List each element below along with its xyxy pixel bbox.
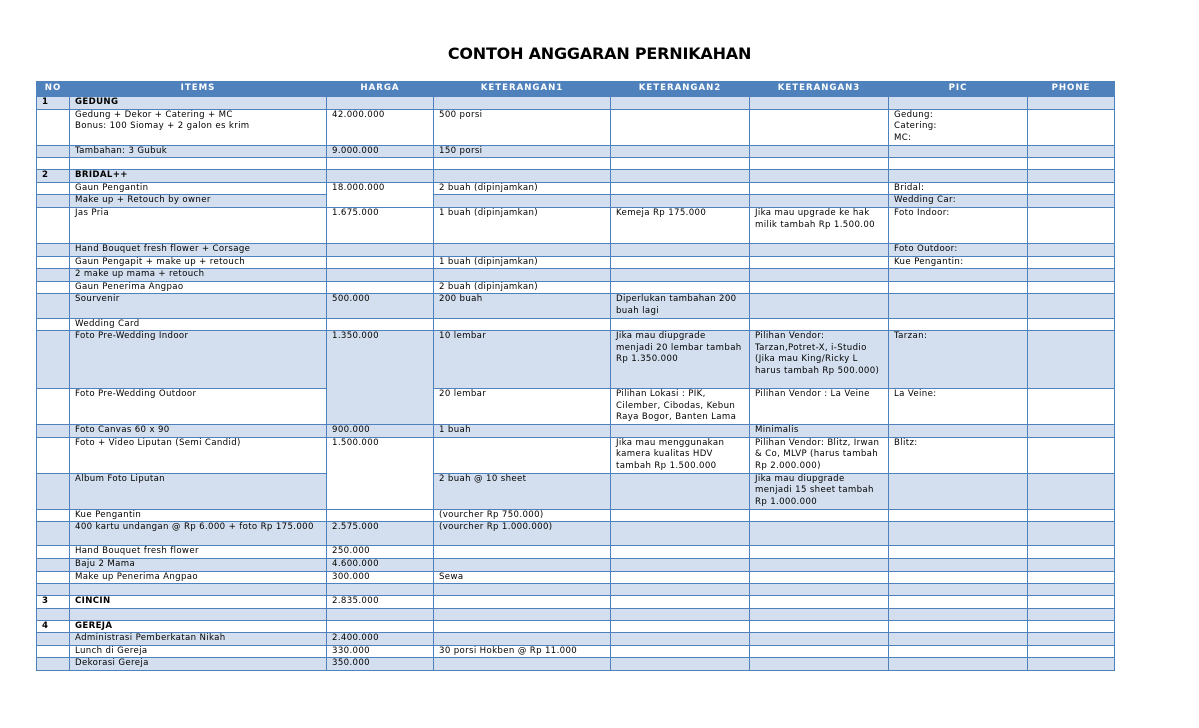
row-item-cell: GEDUNG (70, 97, 327, 110)
row-pic-cell (889, 620, 1028, 633)
row-harga-cell: 1.500.000 (327, 437, 434, 509)
row-item-cell: Album Foto Liputan (70, 473, 327, 509)
row-phone-cell (1028, 243, 1115, 256)
row-item-cell: Lunch di Gereja (70, 645, 327, 658)
row-keterangan2-cell (611, 571, 750, 584)
table-row (37, 546, 1115, 559)
row-keterangan1-cell (434, 97, 611, 110)
row-keterangan3-cell (750, 522, 889, 546)
row-no-cell (37, 182, 70, 195)
row-keterangan2-cell (611, 425, 750, 438)
row-keterangan1-cell: 2 buah (dipinjamkan) (434, 281, 611, 294)
row-keterangan3-cell (750, 584, 889, 596)
row-keterangan3-cell: Jika mau upgrade ke hak milik tambah Rp 1.500.00 (750, 207, 889, 243)
row-phone-cell (1028, 109, 1115, 145)
header-keterangan1: KETERANGAN1 (434, 82, 611, 97)
row-keterangan3-cell (750, 170, 889, 183)
row-keterangan2-cell (611, 584, 750, 596)
header-keterangan2: KETERANGAN2 (611, 82, 750, 97)
row-keterangan1-cell: 1 buah (434, 425, 611, 438)
row-keterangan1-cell: 500 porsi (434, 109, 611, 145)
row-keterangan1-cell: Sewa (434, 571, 611, 584)
row-harga-cell (327, 97, 434, 110)
row-item-cell: BRIDAL++ (70, 170, 327, 183)
row-phone-cell (1028, 158, 1115, 170)
row-pic-cell: Bridal: (889, 182, 1028, 195)
row-no-cell (37, 546, 70, 559)
row-keterangan3-cell: Pilihan Vendor: Tarzan,Potret-X, i-Studio (Jika mau King/Ricky L harus tambah Rp 500.000) (750, 331, 889, 389)
row-no-cell (37, 243, 70, 256)
row-pic-cell: Wedding Car: (889, 195, 1028, 208)
row-phone-cell (1028, 473, 1115, 509)
row-phone-cell (1028, 318, 1115, 331)
row-pic-cell (889, 509, 1028, 522)
row-pic-cell (889, 571, 1028, 584)
row-harga-cell: 1.350.000 (327, 331, 434, 425)
row-keterangan3-cell: Pilihan Vendor: Blitz, Irwan & Co, MLVP (harus tambah Rp 2.000.000) (750, 437, 889, 473)
table-row (37, 158, 1115, 170)
table-row (37, 389, 1115, 425)
row-keterangan2-cell (611, 182, 750, 195)
row-item-cell (70, 608, 327, 620)
row-item-cell: Gaun Pengantin (70, 182, 327, 195)
row-item-cell (70, 158, 327, 170)
table-row (37, 558, 1115, 571)
table-row (37, 269, 1115, 282)
row-pic-cell (889, 608, 1028, 620)
row-item-cell: Foto + Video Liputan (Semi Candid) (70, 437, 327, 473)
row-keterangan3-cell (750, 546, 889, 559)
row-item-cell: Foto Pre-Wedding Outdoor (70, 389, 327, 425)
row-keterangan1-cell: (vourcher Rp 1.000.000) (434, 522, 611, 546)
table-row (37, 596, 1115, 609)
table-row (37, 145, 1115, 158)
row-keterangan2-cell (611, 522, 750, 546)
row-keterangan1-cell (434, 584, 611, 596)
row-no-cell (37, 269, 70, 282)
row-item-cell (70, 584, 327, 596)
row-keterangan2-cell (611, 509, 750, 522)
row-no-cell (37, 584, 70, 596)
row-item-cell: Foto Canvas 60 x 90 (70, 425, 327, 438)
row-keterangan1-cell (434, 620, 611, 633)
row-harga-cell: 2.575.000 (327, 522, 434, 546)
table-row (37, 425, 1115, 438)
row-keterangan2-cell: Pilihan Lokasi : PIK, Cilember, Cibodas, Kebun Raya Bogor, Banten Lama (611, 389, 750, 425)
row-keterangan1-cell (434, 158, 611, 170)
row-keterangan2-cell (611, 633, 750, 646)
row-pic-cell (889, 584, 1028, 596)
row-harga-cell (327, 256, 434, 269)
table-row (37, 437, 1115, 473)
row-keterangan2-cell (611, 558, 750, 571)
row-no-cell (37, 558, 70, 571)
row-phone-cell (1028, 331, 1115, 389)
row-no-cell (37, 158, 70, 170)
page-title: CONTOH ANGGARAN PERNIKAHAN (447, 44, 752, 63)
row-item-cell: Make up + Retouch by owner (70, 195, 327, 208)
row-no-cell (37, 633, 70, 646)
table-row (37, 571, 1115, 584)
row-no-cell (37, 425, 70, 438)
header-phone: PHONE (1028, 82, 1115, 97)
row-keterangan3-cell (750, 195, 889, 208)
row-pic-cell (889, 645, 1028, 658)
row-no-cell (37, 145, 70, 158)
row-phone-cell (1028, 256, 1115, 269)
row-keterangan2-cell: Jika mau menggunakan kamera kualitas HDV tambah Rp 1.500.000 (611, 437, 750, 473)
row-keterangan2-cell (611, 256, 750, 269)
row-pic-cell (889, 145, 1028, 158)
table-row (37, 294, 1115, 318)
row-pic-cell: Blitz: (889, 437, 1028, 473)
row-keterangan3-cell (750, 256, 889, 269)
row-item-cell: CINCIN (70, 596, 327, 609)
row-keterangan1-cell: (vourcher Rp 750.000) (434, 509, 611, 522)
row-harga-cell (327, 318, 434, 331)
table-row (37, 182, 1115, 195)
row-harga-cell (327, 158, 434, 170)
row-keterangan1-cell (434, 546, 611, 559)
row-keterangan1-cell: 2 buah @ 10 sheet (434, 473, 611, 509)
table-row (37, 584, 1115, 596)
row-keterangan1-cell (434, 318, 611, 331)
row-keterangan2-cell (611, 170, 750, 183)
row-keterangan2-cell (611, 645, 750, 658)
row-keterangan3-cell (750, 145, 889, 158)
row-keterangan2-cell (611, 596, 750, 609)
row-keterangan3-cell (750, 269, 889, 282)
row-no-cell (37, 389, 70, 425)
row-item-cell: Jas Pria (70, 207, 327, 243)
row-keterangan3-cell: Pilihan Vendor : La Veine (750, 389, 889, 425)
row-item-cell: Tambahan: 3 Gubuk (70, 145, 327, 158)
row-keterangan1-cell: 1 buah (dipinjamkan) (434, 207, 611, 243)
row-pic-cell (889, 170, 1028, 183)
row-keterangan2-cell (611, 658, 750, 671)
row-harga-cell (327, 620, 434, 633)
row-pic-cell: La Veine: (889, 389, 1028, 425)
header-no: NO (37, 82, 70, 97)
row-harga-cell: 4.600.000 (327, 558, 434, 571)
row-keterangan1-cell (434, 608, 611, 620)
row-phone-cell (1028, 584, 1115, 596)
row-pic-cell (889, 522, 1028, 546)
table-row (37, 608, 1115, 620)
row-item-cell: 400 kartu undangan @ Rp 6.000 + foto Rp 175.000 (70, 522, 327, 546)
table-row (37, 195, 1115, 208)
row-keterangan1-cell: 30 porsi Hokben @ Rp 11.000 (434, 645, 611, 658)
row-phone-cell (1028, 294, 1115, 318)
row-keterangan3-cell: Minimalis (750, 425, 889, 438)
row-keterangan3-cell (750, 182, 889, 195)
row-phone-cell (1028, 522, 1115, 546)
row-no-cell (37, 109, 70, 145)
row-pic-cell: Tarzan: (889, 331, 1028, 389)
row-keterangan3-cell (750, 243, 889, 256)
row-no-cell (37, 571, 70, 584)
table-row (37, 633, 1115, 646)
row-no-cell: 4 (37, 620, 70, 633)
row-keterangan3-cell (750, 318, 889, 331)
row-keterangan3-cell (750, 558, 889, 571)
table-row (37, 281, 1115, 294)
row-no-cell (37, 437, 70, 473)
row-keterangan2-cell (611, 243, 750, 256)
row-keterangan2-cell (611, 546, 750, 559)
row-phone-cell (1028, 608, 1115, 620)
row-harga-cell: 500.000 (327, 294, 434, 318)
row-harga-cell (327, 170, 434, 183)
row-pic-cell (889, 294, 1028, 318)
row-pic-cell (889, 318, 1028, 331)
budget-table (36, 81, 1115, 671)
table-row (37, 522, 1115, 546)
table-row (37, 658, 1115, 671)
row-pic-cell (889, 473, 1028, 509)
row-harga-cell: 250.000 (327, 546, 434, 559)
table-row (37, 509, 1115, 522)
row-keterangan1-cell (434, 658, 611, 671)
row-no-cell (37, 256, 70, 269)
row-pic-cell (889, 633, 1028, 646)
row-harga-cell (327, 281, 434, 294)
header-harga: HARGA (327, 82, 434, 97)
row-harga-cell (327, 269, 434, 282)
row-phone-cell (1028, 546, 1115, 559)
table-row (37, 331, 1115, 389)
row-phone-cell (1028, 620, 1115, 633)
row-keterangan1-cell (434, 269, 611, 282)
table-row (37, 243, 1115, 256)
row-harga-cell: 42.000.000 (327, 109, 434, 145)
row-phone-cell (1028, 658, 1115, 671)
row-harga-cell: 2.400.000 (327, 633, 434, 646)
row-keterangan1-cell (434, 195, 611, 208)
row-pic-cell: Foto Indoor: (889, 207, 1028, 243)
row-no-cell (37, 207, 70, 243)
row-keterangan1-cell (434, 596, 611, 609)
row-harga-cell: 18.000.000 (327, 182, 434, 207)
row-keterangan3-cell (750, 158, 889, 170)
row-harga-cell (327, 243, 434, 256)
row-keterangan3-cell (750, 596, 889, 609)
table-row (37, 473, 1115, 509)
row-item-cell: Dekorasi Gereja (70, 658, 327, 671)
row-phone-cell (1028, 558, 1115, 571)
row-keterangan1-cell: 200 buah (434, 294, 611, 318)
row-pic-cell (889, 269, 1028, 282)
row-phone-cell (1028, 170, 1115, 183)
row-no-cell (37, 509, 70, 522)
row-pic-cell (889, 97, 1028, 110)
row-pic-cell: Gedung: Catering: MC: (889, 109, 1028, 145)
row-item-cell: Hand Bouquet fresh flower (70, 546, 327, 559)
row-harga-cell (327, 509, 434, 522)
table-row (37, 645, 1115, 658)
row-keterangan1-cell (434, 558, 611, 571)
row-harga-cell: 9.000.000 (327, 145, 434, 158)
row-harga-cell (327, 608, 434, 620)
row-no-cell (37, 331, 70, 389)
table-body (37, 97, 1115, 671)
row-no-cell (37, 294, 70, 318)
row-keterangan2-cell (611, 318, 750, 331)
row-keterangan2-cell (611, 473, 750, 509)
row-keterangan3-cell (750, 658, 889, 671)
row-keterangan2-cell (611, 269, 750, 282)
row-phone-cell (1028, 145, 1115, 158)
row-phone-cell (1028, 437, 1115, 473)
header-items: ITEMS (70, 82, 327, 97)
row-phone-cell (1028, 425, 1115, 438)
row-pic-cell (889, 558, 1028, 571)
row-keterangan2-cell (611, 158, 750, 170)
row-pic-cell (889, 596, 1028, 609)
row-keterangan3-cell (750, 633, 889, 646)
row-keterangan2-cell (611, 620, 750, 633)
row-keterangan3-cell (750, 620, 889, 633)
row-harga-cell: 2.835.000 (327, 596, 434, 609)
row-no-cell (37, 318, 70, 331)
row-phone-cell (1028, 182, 1115, 195)
row-no-cell (37, 658, 70, 671)
row-item-cell: Gaun Pengapit + make up + retouch (70, 256, 327, 269)
header-keterangan3: KETERANGAN3 (750, 82, 889, 97)
row-no-cell: 3 (37, 596, 70, 609)
row-item-cell: Baju 2 Mama (70, 558, 327, 571)
row-keterangan2-cell (611, 97, 750, 110)
row-pic-cell (889, 158, 1028, 170)
row-phone-cell (1028, 571, 1115, 584)
table-row (37, 207, 1115, 243)
row-keterangan3-cell (750, 281, 889, 294)
row-keterangan3-cell (750, 571, 889, 584)
row-phone-cell (1028, 633, 1115, 646)
row-item-cell: Kue Pengantin (70, 509, 327, 522)
row-item-cell: GEREJA (70, 620, 327, 633)
row-phone-cell (1028, 509, 1115, 522)
row-harga-cell: 350.000 (327, 658, 434, 671)
row-item-cell: Administrasi Pemberkatan Nikah (70, 633, 327, 646)
row-harga-cell: 1.675.000 (327, 207, 434, 243)
row-no-cell (37, 608, 70, 620)
row-keterangan3-cell (750, 97, 889, 110)
row-keterangan2-cell: Diperlukan tambahan 200 buah lagi (611, 294, 750, 318)
row-harga-cell (327, 584, 434, 596)
row-item-cell: Gedung + Dekor + Catering + MC Bonus: 100 Siomay + 2 galon es krim (70, 109, 327, 145)
row-no-cell (37, 473, 70, 509)
row-pic-cell (889, 425, 1028, 438)
row-keterangan3-cell: Jika mau diupgrade menjadi 15 sheet tambah Rp 1.000.000 (750, 473, 889, 509)
row-item-cell: Hand Bouquet fresh flower + Corsage (70, 243, 327, 256)
row-pic-cell (889, 281, 1028, 294)
row-phone-cell (1028, 269, 1115, 282)
row-keterangan3-cell (750, 608, 889, 620)
row-keterangan3-cell (750, 509, 889, 522)
row-pic-cell (889, 546, 1028, 559)
row-item-cell: Foto Pre-Wedding Indoor (70, 331, 327, 389)
row-phone-cell (1028, 195, 1115, 208)
table-row (37, 318, 1115, 331)
row-item-cell: 2 make up mama + retouch (70, 269, 327, 282)
row-keterangan2-cell (611, 195, 750, 208)
row-keterangan1-cell (434, 633, 611, 646)
row-keterangan2-cell (611, 608, 750, 620)
header-row (37, 82, 1115, 97)
row-pic-cell: Kue Pengantin: (889, 256, 1028, 269)
row-keterangan1-cell (434, 243, 611, 256)
row-no-cell (37, 522, 70, 546)
table-row (37, 109, 1115, 145)
row-keterangan2-cell (611, 109, 750, 145)
table-row (37, 256, 1115, 269)
row-keterangan1-cell (434, 170, 611, 183)
row-keterangan3-cell (750, 645, 889, 658)
row-phone-cell (1028, 596, 1115, 609)
row-keterangan2-cell: Jika mau diupgrade menjadi 20 lembar tambah Rp 1.350.000 (611, 331, 750, 389)
row-keterangan1-cell: 2 buah (dipinjamkan) (434, 182, 611, 195)
table-row (37, 620, 1115, 633)
row-keterangan1-cell (434, 437, 611, 473)
row-no-cell (37, 281, 70, 294)
header-pic: PIC (889, 82, 1028, 97)
row-phone-cell (1028, 389, 1115, 425)
row-keterangan3-cell (750, 109, 889, 145)
row-harga-cell: 300.000 (327, 571, 434, 584)
row-phone-cell (1028, 207, 1115, 243)
row-pic-cell (889, 658, 1028, 671)
row-item-cell: Make up Penerima Angpao (70, 571, 327, 584)
row-pic-cell: Foto Outdoor: (889, 243, 1028, 256)
row-keterangan1-cell: 150 porsi (434, 145, 611, 158)
row-keterangan2-cell (611, 281, 750, 294)
table-row (37, 170, 1115, 183)
row-no-cell (37, 195, 70, 208)
row-item-cell: Wedding Card (70, 318, 327, 331)
row-keterangan1-cell: 1 buah (dipinjamkan) (434, 256, 611, 269)
table-row (37, 97, 1115, 110)
row-no-cell (37, 645, 70, 658)
row-keterangan1-cell: 20 lembar (434, 389, 611, 425)
row-item-cell: Sourvenir (70, 294, 327, 318)
row-item-cell: Gaun Penerima Angpao (70, 281, 327, 294)
row-no-cell: 2 (37, 170, 70, 183)
row-harga-cell: 900.000 (327, 425, 434, 438)
row-phone-cell (1028, 97, 1115, 110)
row-phone-cell (1028, 645, 1115, 658)
row-keterangan1-cell: 10 lembar (434, 331, 611, 389)
row-phone-cell (1028, 281, 1115, 294)
row-harga-cell: 330.000 (327, 645, 434, 658)
row-keterangan2-cell (611, 145, 750, 158)
row-no-cell: 1 (37, 97, 70, 110)
row-keterangan3-cell (750, 294, 889, 318)
row-keterangan2-cell: Kemeja Rp 175.000 (611, 207, 750, 243)
